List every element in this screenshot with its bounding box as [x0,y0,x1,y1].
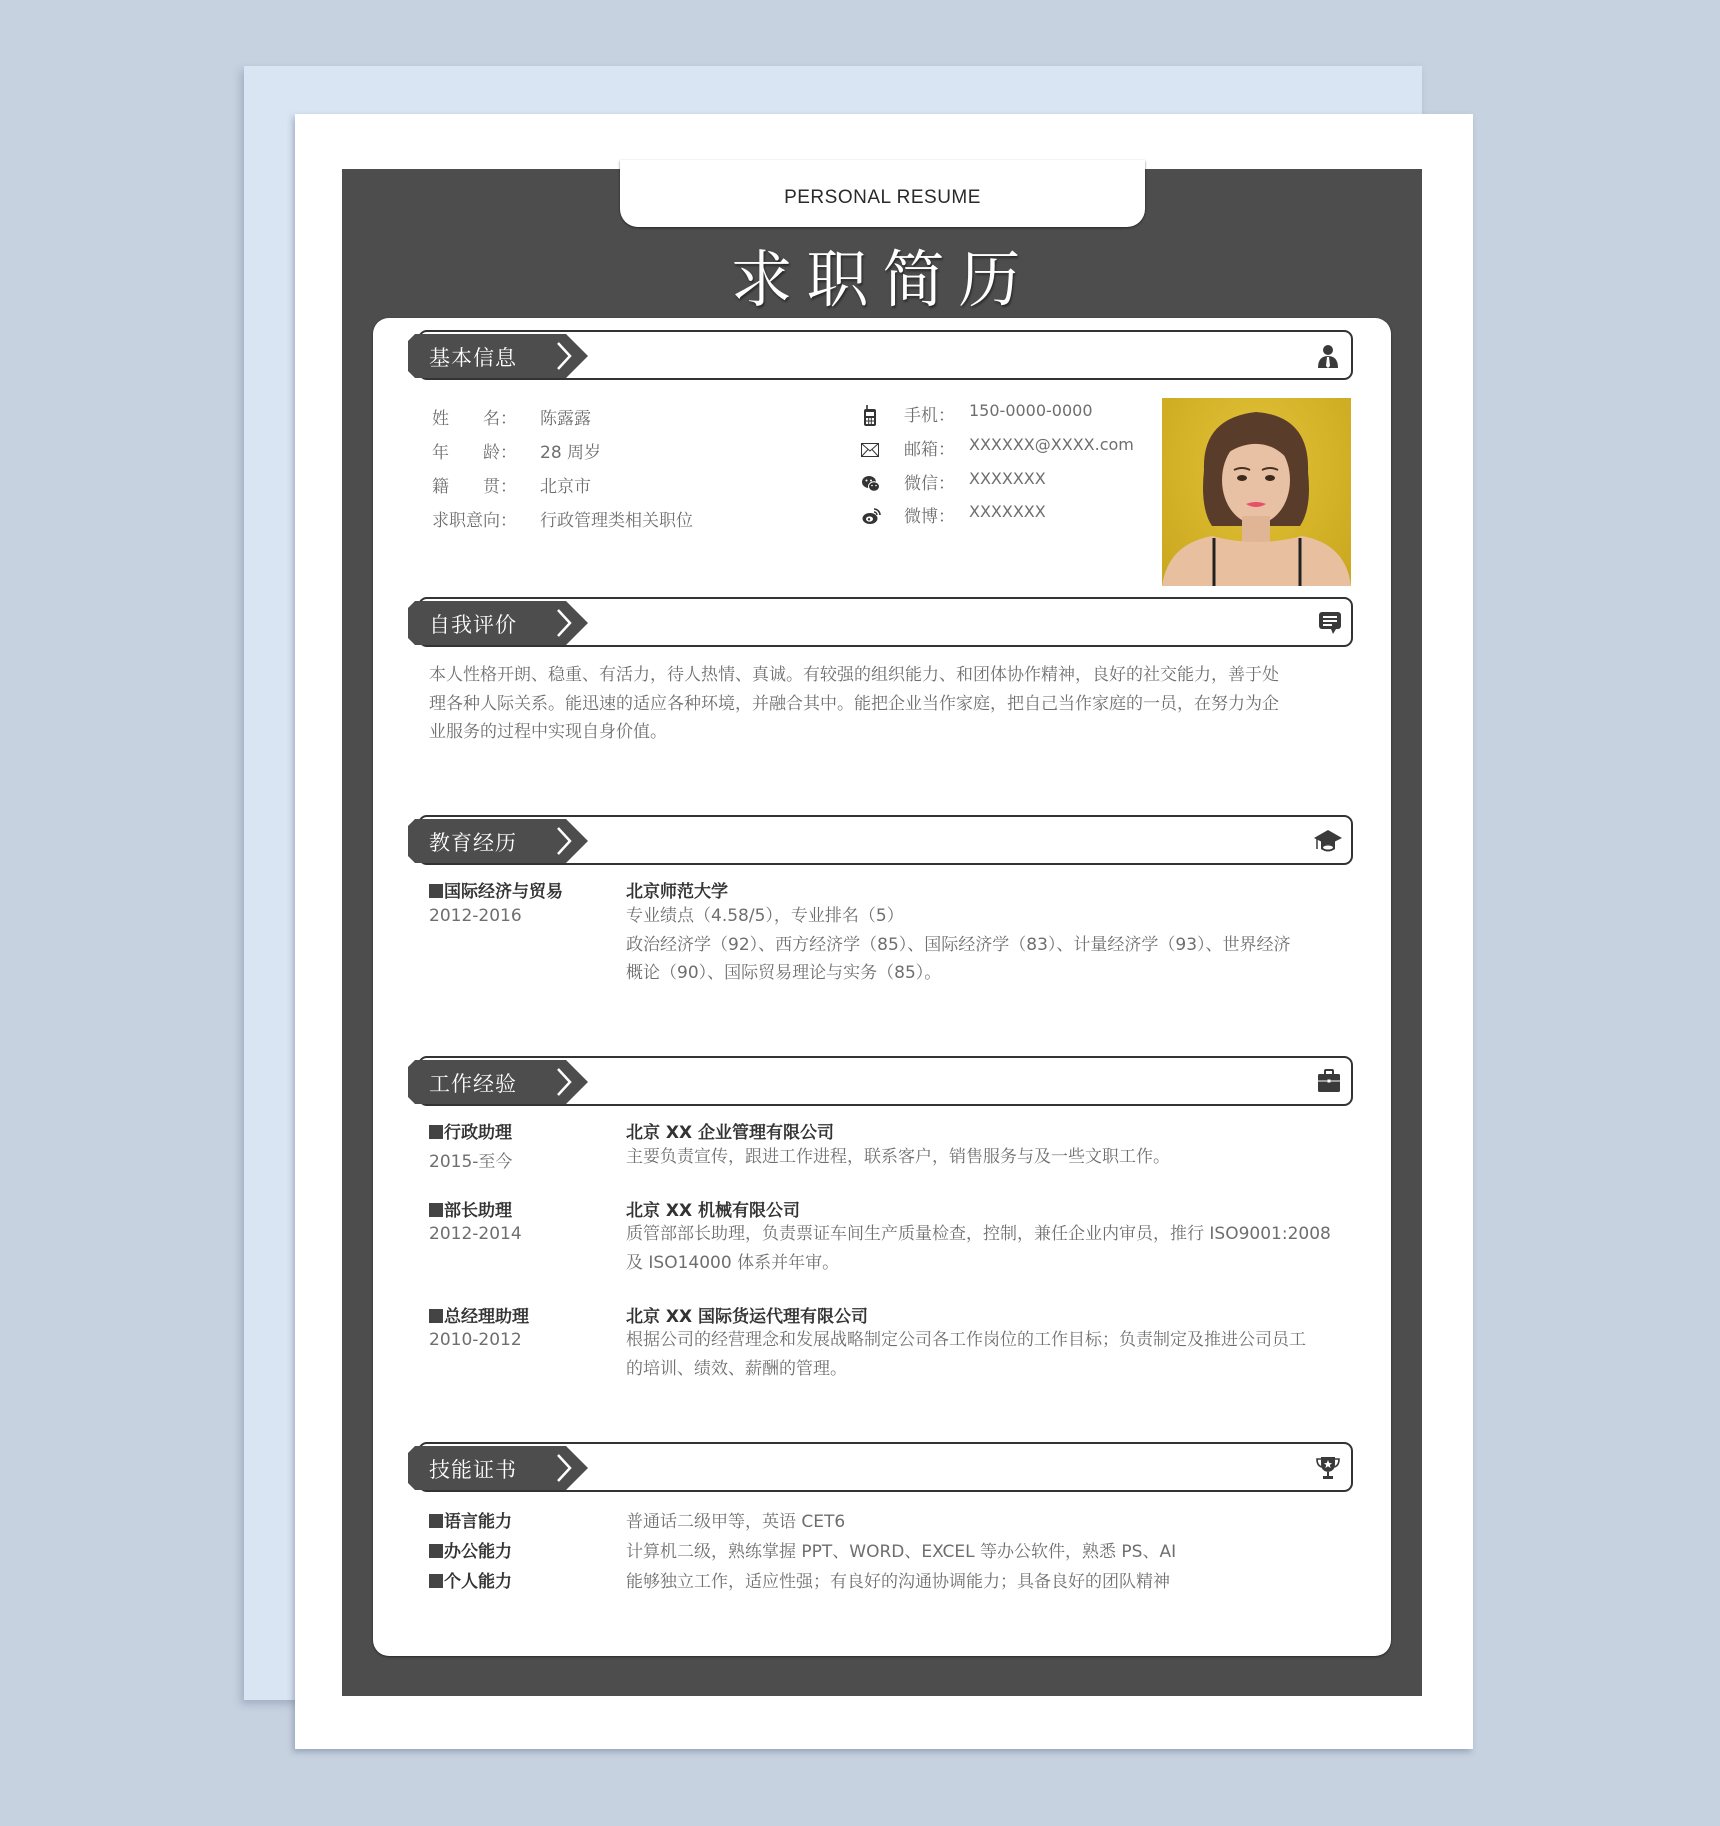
briefcase-icon [1316,1068,1342,1094]
trophy-icon [1315,1455,1341,1481]
contact-value-wechat: XXXXXXX [969,469,1046,488]
bullet-square [429,1125,443,1139]
work-description-line: 根据公司的经营理念和发展战略制定公司各工作岗位的工作目标；负责制定及推进公司员工 [626,1330,1306,1350]
bullet-square [429,1514,443,1528]
section-title: 工作经验 [429,1072,517,1096]
section-tag-education [408,819,588,863]
skill-value: 普通话二级甲等，英语 CET6 [626,1512,846,1532]
edu-school: 北京师范大学 [626,882,728,902]
section-title: 基本信息 [429,346,517,370]
field-label-hometown: 籍 贯： [432,477,517,497]
edu-detail-line: 概论（90）、国际贸易理论与实务（85）。 [626,963,942,983]
section-tag-self-eval [408,601,588,645]
person-icon [1315,343,1341,369]
bullet-square [429,1203,443,1217]
work-description [626,1326,1356,1383]
edu-period: 2012-2016 [429,906,522,926]
field-label-age: 年 龄： [432,443,517,463]
work-description [626,1220,1356,1277]
skill-name: 语言能力 [429,1507,512,1532]
section-tag-work [408,1060,588,1104]
phone-icon [863,405,877,427]
work-company: 北京 XX 机械有限公司 [626,1201,801,1221]
bullet-square [429,1309,443,1323]
work-description-line: 质管部部长助理，负责票证车间生产质量检查，控制，兼任企业内审员，推行 ISO9001:2008 [626,1224,1331,1244]
paragraph-line: 业服务的过程中实现自身价值。 [429,722,667,742]
contact-label-wechat: 微信： [904,474,955,494]
subtitle: PERSONAL RESUME [784,187,981,208]
contact-label-email: 邮箱： [904,440,955,460]
comment-icon [1317,610,1343,636]
skill-value: 能够独立工作，适应性强；有良好的沟通协调能力；具备良好的团队精神 [626,1572,1170,1592]
section-tag-basic [408,334,588,378]
paragraph-line: 本人性格开朗、稳重、有活力，待人热情、真诚。有较强的组织能力、和团体协作精神，良好的社交能力，善于处 [429,665,1279,685]
work-period: 2010-2012 [429,1330,522,1350]
section-title: 自我评价 [429,613,517,637]
contact-value-phone: 150-0000-0000 [969,401,1093,420]
mail-icon [861,443,879,457]
profile-photo [1162,398,1351,586]
edu-detail-line: 专业绩点（4.58/5），专业排名（5） [626,906,904,926]
field-value-age: 28 周岁 [540,443,602,463]
work-description-line: 及 ISO14000 体系并年审。 [626,1252,840,1273]
skill-name: 办公能力 [429,1537,512,1562]
weibo-icon [862,507,882,525]
graduation-cap-icon [1313,828,1343,854]
work-period: 2012-2014 [429,1224,522,1244]
bullet-square [429,884,443,898]
field-label-name: 姓 名： [432,409,517,429]
bullet-square [429,1544,443,1558]
section-title: 教育经历 [429,831,517,855]
contact-value-weibo: XXXXXXX [969,502,1046,521]
work-position: 部长助理 [429,1196,512,1221]
field-label-intention: 求职意向： [432,511,517,531]
field-value-hometown: 北京市 [540,477,591,497]
work-period: 2015-至今 [429,1152,513,1172]
skill-value: 计算机二级，熟练掌握 PPT、WORD、EXCEL 等办公软件，熟悉 PS、AI [626,1542,1177,1562]
field-value-name: 陈露露 [540,409,591,429]
work-company: 北京 XX 国际货运代理有限公司 [626,1307,869,1327]
work-position: 行政助理 [429,1118,512,1143]
wechat-icon [862,475,880,493]
edu-details [626,902,1356,988]
contact-label-weibo: 微博： [904,507,955,527]
self-evaluation-text [429,661,1349,747]
work-position: 总经理助理 [429,1302,529,1327]
work-description-line: 的培训、绩效、薪酬的管理。 [626,1358,847,1379]
contact-label-phone: 手机： [904,406,955,426]
work-description [626,1143,1356,1172]
section-title: 技能证书 [429,1458,517,1482]
section-tag-skills [408,1446,588,1490]
edu-major: 国际经济与贸易 [429,877,563,902]
skill-name: 个人能力 [429,1567,512,1592]
paragraph-line: 理各种人际关系。能迅速的适应各种环境，并融合其中。能把企业当作家庭，把自己当作家庭的一员，在努力为企 [429,693,1279,714]
page-title: 求职简历 [730,243,1035,316]
work-description-line: 主要负责宣传，跟进工作进程，联系客户，销售服务与及一些文职工作。 [626,1147,1170,1167]
edu-detail-line: 政治经济学（92）、西方经济学（85）、国际经济学（83）、计量经济学（93）、世界经济 [626,934,1291,955]
contact-value-email: XXXXXX@XXXX.com [969,435,1134,454]
work-company: 北京 XX 企业管理有限公司 [626,1123,835,1143]
bullet-square [429,1574,443,1588]
field-value-intention: 行政管理类相关职位 [540,511,693,531]
